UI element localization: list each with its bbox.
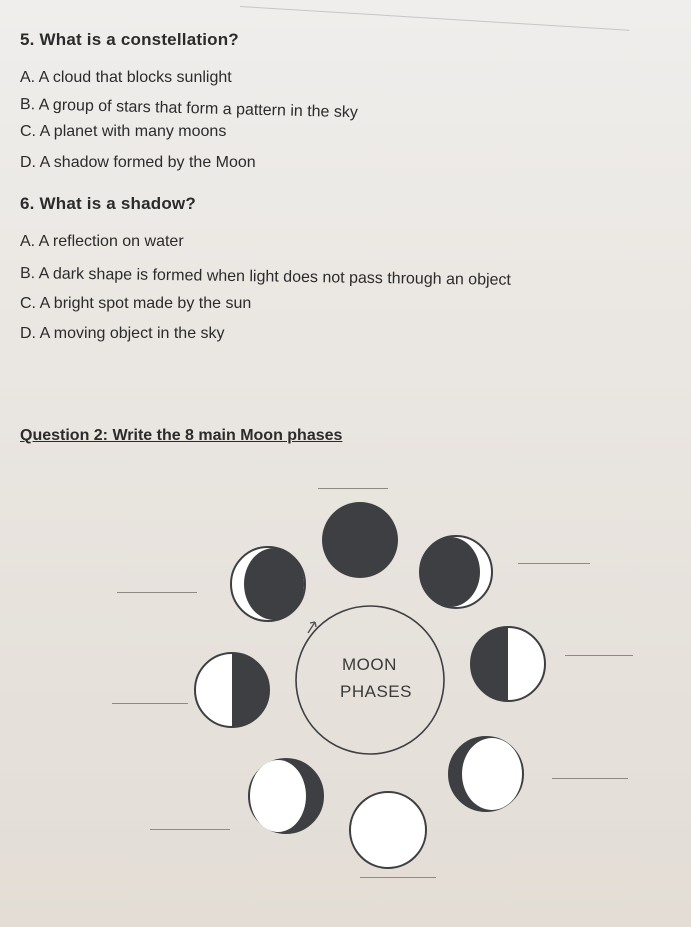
answer-blank-1[interactable]	[318, 488, 388, 489]
question-6-title: 6. What is a shadow?	[20, 194, 196, 213]
center-label-phases: PHASES	[340, 682, 412, 701]
question-2-title: Question 2: Write the 8 main Moon phases	[20, 427, 343, 444]
q6-option-d: D. A moving object in the sky	[20, 325, 225, 342]
answer-blank-2[interactable]	[518, 563, 590, 564]
answer-blank-8[interactable]	[117, 592, 197, 593]
waxing-gibbous-icon	[449, 737, 523, 811]
waxing-crescent-icon	[420, 536, 492, 608]
waning-gibbous-icon	[249, 759, 323, 833]
answer-blank-3[interactable]	[565, 655, 633, 656]
full-moon-icon	[350, 792, 426, 868]
answer-blank-7[interactable]	[112, 703, 188, 704]
answer-blank-4[interactable]	[552, 778, 628, 779]
q5-option-c: C. A planet with many moons	[20, 123, 227, 140]
new-moon-icon	[322, 502, 398, 578]
center-circle	[296, 606, 444, 754]
q5-option-b: B. A group of stars that form a pattern in the sky	[19, 96, 359, 122]
q5-option-a: A. A cloud that blocks sunlight	[20, 69, 232, 86]
answer-blank-6[interactable]	[150, 829, 230, 830]
answer-blank-5[interactable]	[360, 877, 436, 878]
question-5-title: 5. What is a constellation?	[20, 30, 239, 49]
q6-option-a: A. A reflection on water	[20, 233, 184, 250]
q6-option-c: C. A bright spot made by the sun	[20, 295, 252, 312]
center-label-moon: MOON	[342, 655, 397, 674]
q6-option-b: B. A dark shape is formed when light does not pass through an object	[19, 265, 512, 289]
waning-crescent-icon	[231, 547, 305, 621]
q5-option-d: D. A shadow formed by the Moon	[20, 154, 256, 171]
last-quarter-icon	[195, 653, 269, 727]
first-quarter-icon	[471, 627, 545, 701]
